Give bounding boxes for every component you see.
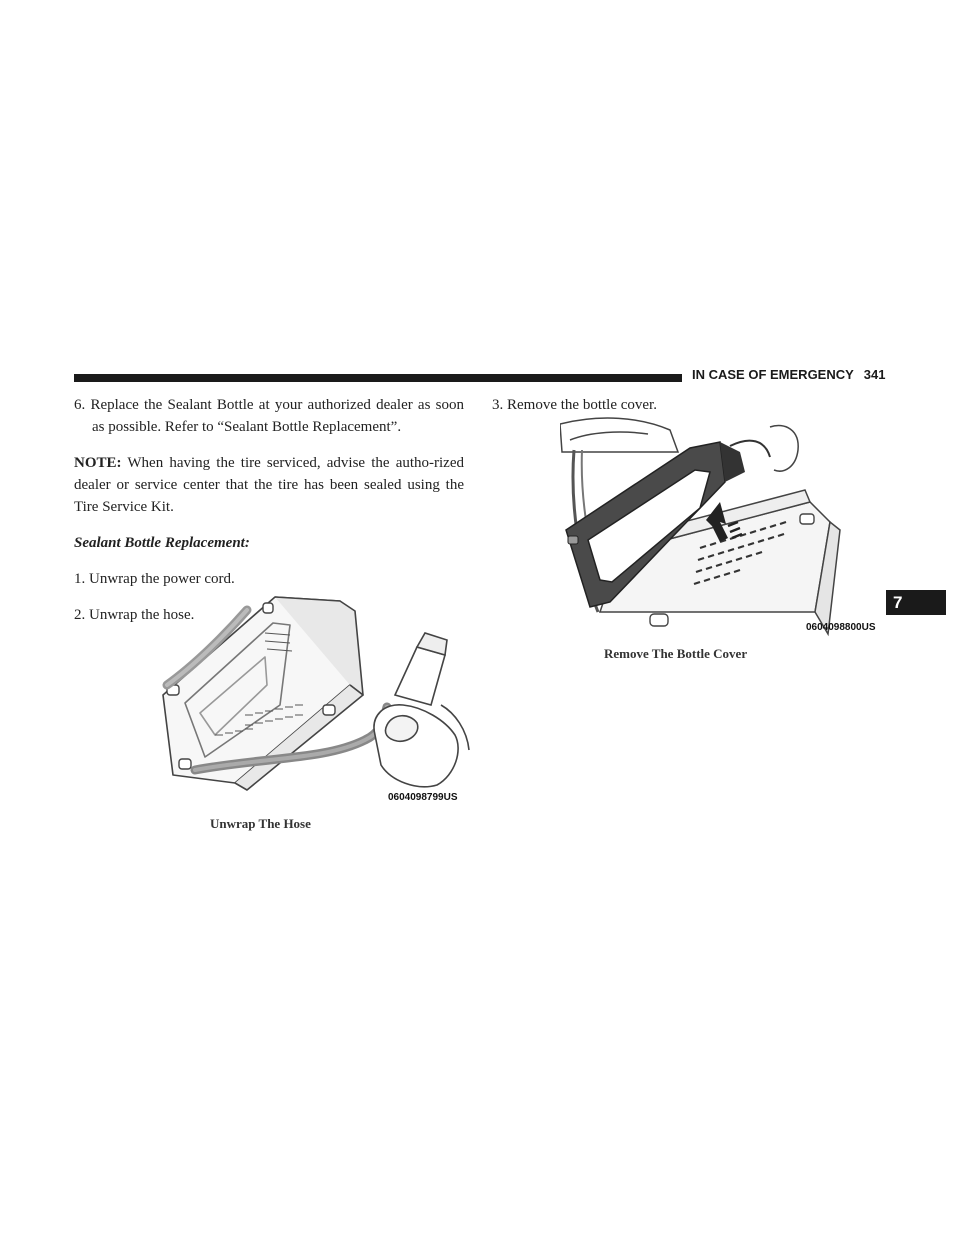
note-paragraph [74,452,464,518]
hose-figure-code: 0604098799US [388,792,458,803]
header-rule [74,374,682,382]
step-2: 2. Unwrap the hose. [74,607,195,623]
note-text: When having the tire serviced, advise the autho-rized dealer or service center that the tire has been sealed using the Tire Service Kit. [74,455,464,515]
step-6: 6. Replace the Sealant Bottle at your authorized dealer as soon as possible. Refer to “Sealant Bottle Replacement”. [74,397,464,435]
running-header [692,367,886,382]
hose-figure-caption: Unwrap The Hose [210,816,311,831]
cover-figure-caption: Remove The Bottle Cover [604,646,748,661]
note-label: NOTE: [74,455,122,471]
step-1: 1. Unwrap the power cord. [74,571,235,587]
chapter-tab: 7 [886,590,946,615]
step-3: 3. Remove the bottle cover. [492,397,657,413]
subheading: Sealant Bottle Replacement: [74,535,250,551]
section-title: IN CASE OF EMERGENCY [692,367,854,382]
page-number: 341 [863,367,886,382]
bottle-cover-illustration-icon [560,412,880,640]
cover-figure-code: 0604098800US [806,622,876,633]
hose-illustration-icon [155,585,475,805]
